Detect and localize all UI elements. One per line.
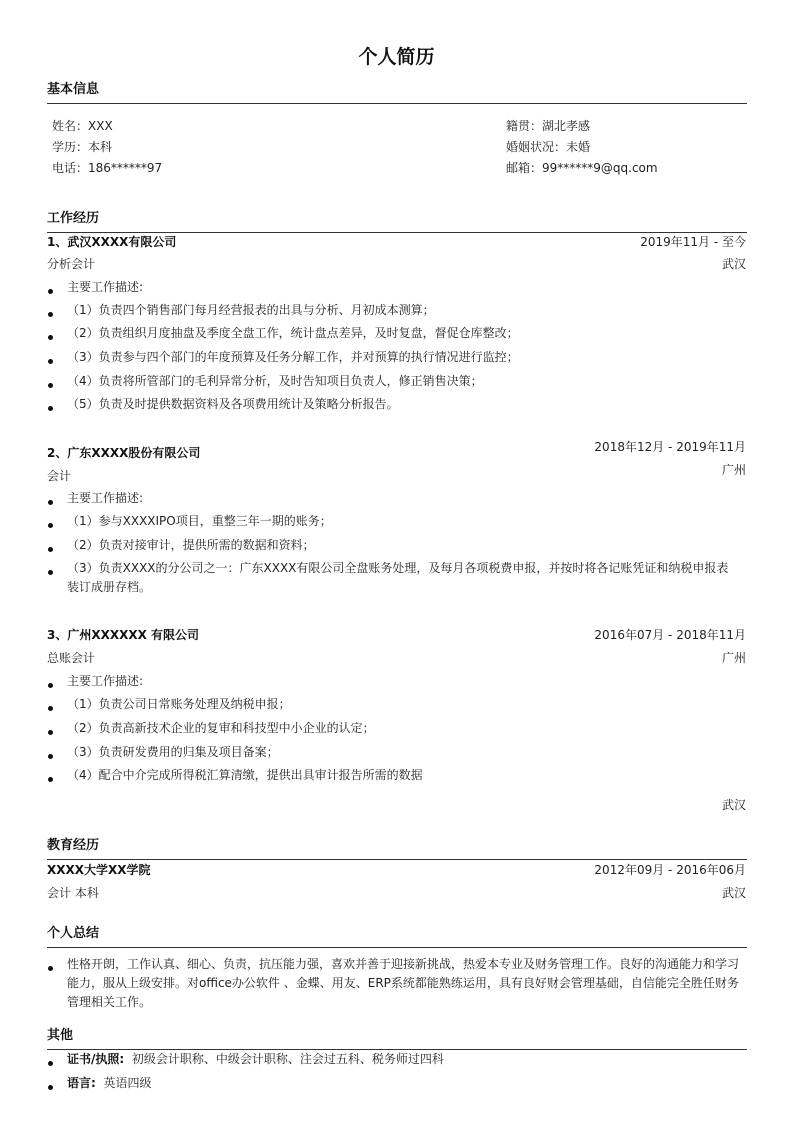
section-heading-basic: 基本信息 bbox=[47, 78, 747, 104]
cert-value: 初级会计职称、中级会计职称、注会过五科、税务师过四科 bbox=[131, 1052, 444, 1066]
edu-school: XXXX大学XX学院 bbox=[47, 863, 151, 877]
bullet-icon bbox=[48, 1061, 53, 1066]
job-subheader bbox=[47, 467, 746, 485]
edu-period: 2012年09月 - 2016年06月 bbox=[594, 863, 746, 877]
list-item: （4）配合中介完成所得税汇算清缴，提供出具审计报告所需的数据 bbox=[47, 766, 739, 785]
info-email: 邮箱：99******9@qq.com bbox=[506, 161, 658, 175]
job-company: 1、武汉XXXX有限公司 bbox=[47, 235, 177, 249]
list-item bbox=[47, 1050, 739, 1069]
list-item: （2）负责高新技术企业的复审和科技型中小企业的认定； bbox=[47, 719, 739, 738]
list-item: （3）负责参与四个部门的年度预算及任务分解工作，并对预算的执行情况进行监控； bbox=[47, 348, 739, 367]
list-item bbox=[47, 1074, 739, 1093]
bullet-icon bbox=[48, 706, 53, 711]
list-item: （3）负责XXXX的分公司之一：广东XXXX有限公司全盘账务处理，及每月各项税费申报，并按时将各记账凭证和纳税申报表装订成册存档。 bbox=[47, 559, 739, 597]
job-position: 会计 bbox=[47, 469, 72, 483]
bullet-icon bbox=[48, 754, 53, 759]
section-heading-summary: 个人总结 bbox=[47, 922, 747, 948]
job-city: 武汉 bbox=[721, 257, 746, 271]
bullet-icon bbox=[48, 1085, 53, 1090]
list-item: 主要工作描述: bbox=[47, 489, 739, 508]
list-item: （1）负责公司日常账务处理及纳税申报； bbox=[47, 695, 739, 714]
edu-city: 武汉 bbox=[721, 886, 746, 900]
bullet-icon bbox=[48, 966, 53, 971]
job-city: 广州 bbox=[721, 463, 746, 477]
bullet-icon bbox=[48, 359, 53, 364]
job-company: 2、广东XXXX股份有限公司 bbox=[47, 446, 201, 460]
list-item: 主要工作描述: bbox=[47, 672, 739, 691]
lang-value: 英语四级 bbox=[103, 1076, 152, 1090]
job-period: 2016年07月 - 2018年11月 bbox=[594, 628, 746, 642]
section-heading-work: 工作经历 bbox=[47, 207, 747, 233]
job-period: 2019年11月 - 至今 bbox=[640, 235, 746, 249]
lang-label: 语言: bbox=[67, 1076, 96, 1090]
page-title: 个人简历 bbox=[358, 46, 435, 68]
edu-header bbox=[47, 861, 746, 879]
bullet-icon bbox=[48, 312, 53, 317]
bullet-icon bbox=[48, 683, 53, 688]
job-subheader bbox=[47, 255, 746, 273]
info-education: 学历：本科 bbox=[52, 140, 113, 154]
info-native-place: 籍贯：湖北孝感 bbox=[506, 119, 591, 133]
job-city: 广州 bbox=[721, 651, 746, 665]
bullet-icon bbox=[48, 383, 53, 388]
job-header bbox=[47, 626, 746, 644]
bullet-icon bbox=[48, 777, 53, 782]
job-header bbox=[47, 233, 746, 251]
extra-city-row bbox=[47, 796, 746, 814]
list-item: （2）负责对接审计，提供所需的数据和资料； bbox=[47, 536, 739, 555]
bullet-icon bbox=[48, 335, 53, 340]
list-item: 主要工作描述: bbox=[47, 278, 739, 297]
edu-major: 会计 本科 bbox=[47, 886, 99, 900]
job-header bbox=[47, 444, 746, 462]
list-item: （5）负责及时提供数据资料及各项费用统计及策略分析报告。 bbox=[47, 395, 739, 414]
bullet-icon bbox=[48, 289, 53, 294]
info-marital: 婚姻状况：未婚 bbox=[506, 140, 591, 154]
job-position: 总账会计 bbox=[47, 651, 96, 665]
section-heading-education: 教育经历 bbox=[47, 834, 747, 860]
list-item: （2）负责组织月度抽盘及季度全盘工作，统计盘点差异，及时复盘，督促仓库整改； bbox=[47, 324, 739, 343]
info-name: 姓名：XXX bbox=[52, 119, 113, 133]
section-heading-other: 其他 bbox=[47, 1024, 747, 1050]
bullet-icon bbox=[48, 570, 53, 575]
bullet-icon bbox=[48, 547, 53, 552]
job-period: 2018年12月 - 2019年11月 bbox=[594, 440, 746, 454]
bullet-icon bbox=[48, 500, 53, 505]
job-position: 分析会计 bbox=[47, 257, 96, 271]
bullet-icon bbox=[48, 523, 53, 528]
list-item: （1）参与XXXXIPO项目，重整三年一期的账务； bbox=[47, 512, 739, 531]
list-item: （1）负责四个销售部门每月经营报表的出具与分析、月初成本测算； bbox=[47, 301, 739, 320]
info-phone: 电话：186******97 bbox=[52, 161, 163, 175]
extra-city: 武汉 bbox=[721, 798, 746, 812]
bullet-icon bbox=[48, 730, 53, 735]
summary-text: 性格开朗，工作认真、细心、负责，抗压能力强，喜欢并善于迎接新挑战，热爱本专业及财务管理工作。良好的沟通能力和学习能力，服从上级安排。对office办公软件 、金蝶、用友、ERP系统都能熟练运用，具有良好财会管理基础，自信能完全胜任财务管理相关工作。 bbox=[47, 955, 739, 1012]
cert-label: 证书/执照: bbox=[67, 1052, 125, 1066]
job-company: 3、广州XXXXXX 有限公司 bbox=[47, 628, 200, 642]
list-item: （3）负责研发费用的归集及项目备案； bbox=[47, 743, 739, 762]
job-subheader bbox=[47, 649, 746, 667]
list-item: （4）负责将所管部门的毛利异常分析，及时告知项目负责人，修正销售决策； bbox=[47, 372, 739, 391]
edu-subheader bbox=[47, 884, 746, 902]
bullet-icon bbox=[48, 406, 53, 411]
